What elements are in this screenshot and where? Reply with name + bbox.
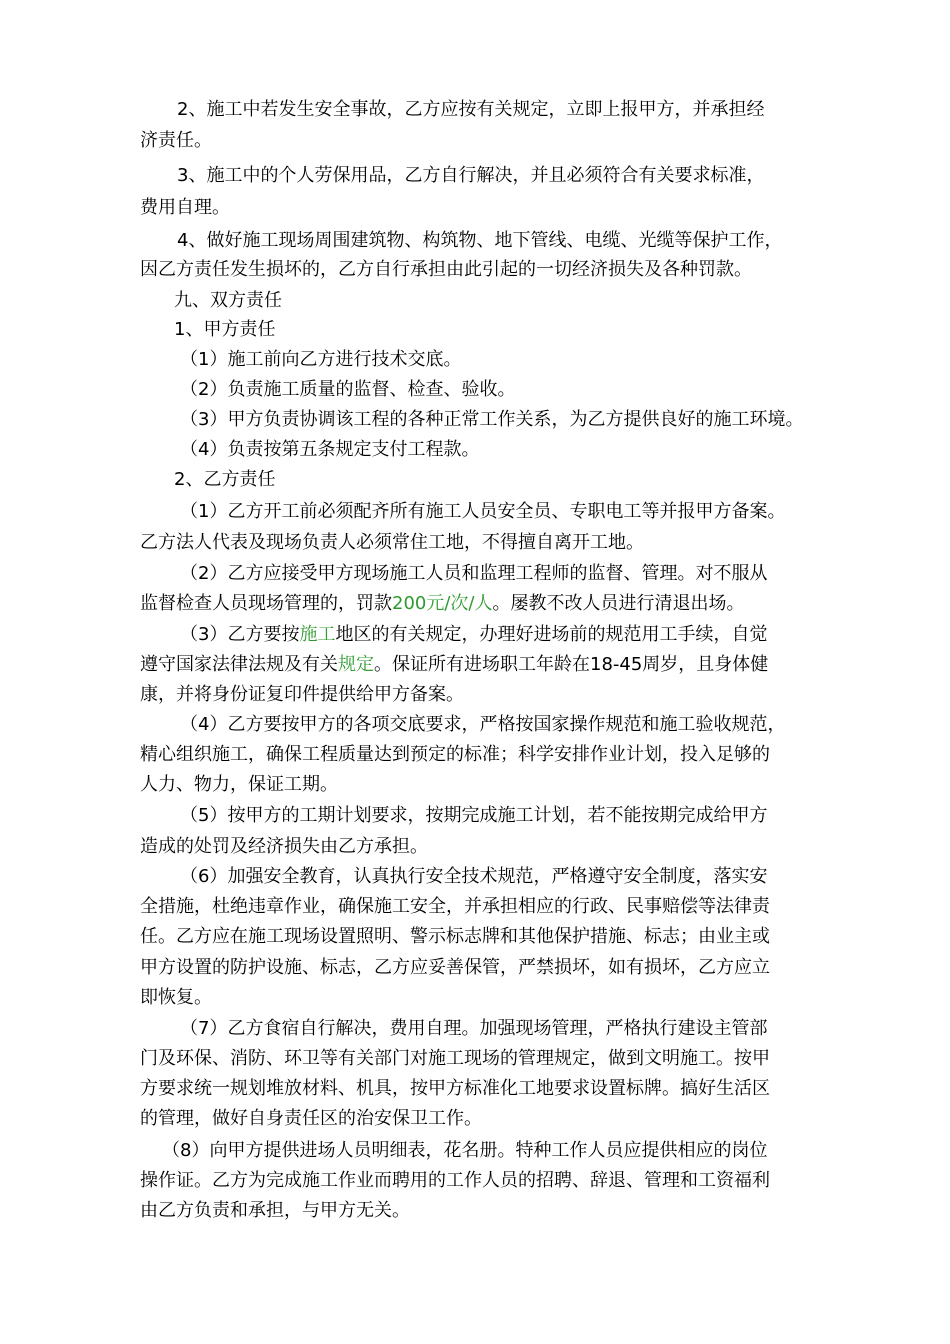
text-line: （1）乙方开工前必须配齐所有施工人员安全员、专职电工等并报甲方备案。: [180, 501, 786, 522]
text-line: （8）向甲方提供进场人员明细表，花名册。特种工作人员应提供相应的岗位: [162, 1140, 768, 1161]
subsection-heading: 1、甲方责任: [174, 319, 276, 340]
text-line: 济责任。: [140, 130, 212, 151]
text-line: （4）负责按第五条规定支付工程款。: [180, 439, 480, 460]
text-line: 方要求统一规划堆放材料、机具，按甲方标准化工地要求设置标牌。搞好生活区: [140, 1078, 770, 1099]
text-line: 因乙方责任发生损坏的，乙方自行承担由此引起的一切经济损失及各种罚款。: [140, 259, 752, 280]
text-line: （7）乙方食宿自行解决，费用自理。加强现场管理，严格执行建设主管部: [180, 1018, 768, 1039]
highlighted-term: 施工: [299, 624, 336, 645]
text-line: 造成的处罚及经济损失由乙方承担。: [140, 836, 428, 857]
text-line: （5）按甲方的工期计划要求，按期完成施工计划，若不能按期完成给甲方: [180, 805, 768, 826]
text-line: 甲方设置的防护设施、标志，乙方应妥善保管，严禁损坏，如有损坏，乙方应立: [140, 957, 770, 978]
text-segment: 。保证所有进场职工年龄在18-45周岁，且身体健: [374, 654, 769, 675]
text-segment: 监督检查人员现场管理的，罚款: [140, 593, 392, 614]
text-line: [140, 589, 745, 619]
text-line: 由乙方负责和承担，与甲方无关。: [140, 1200, 410, 1221]
text-line: 任。乙方应在施工现场设置照明、警示标志牌和其他保护措施、标志；由业主或: [140, 926, 770, 947]
text-segment: 地区的有关规定，办理好进场前的规范用工手续，自觉: [335, 624, 768, 645]
text-line: 康，并将身份证复印件提供给甲方备案。: [140, 684, 464, 705]
text-line: 精心组织施工，确保工程质量达到预定的标准；科学安排作业计划，投入足够的: [140, 744, 770, 765]
text-line: 3、施工中的个人劳保用品，乙方自行解决，并且必须符合有关要求标准，: [177, 165, 765, 186]
subsection-heading: 2、乙方责任: [174, 469, 276, 490]
penalty-amount: 200元/次/人: [392, 593, 493, 614]
text-line: [180, 620, 767, 650]
text-line: （4）乙方要按甲方的各项交底要求，严格按国家操作规范和施工验收规范，: [180, 714, 786, 735]
text-line: 操作证。乙方为完成施工作业而聘用的工作人员的招聘、辞退、管理和工资福利: [140, 1170, 770, 1191]
text-line: （6）加强安全教育，认真执行安全技术规范，严格遵守安全制度，落实安: [180, 866, 768, 887]
text-segment: 遵守国家法律法规及有关: [140, 654, 338, 675]
text-line: （3）甲方负责协调该工程的各种正常工作关系，为乙方提供良好的施工环境。: [180, 409, 804, 430]
text-line: 即恢复。: [140, 987, 212, 1008]
text-line: [140, 650, 768, 680]
highlighted-term: 规定: [338, 654, 374, 675]
text-line: 门及环保、消防、环卫等有关部门对施工现场的管理规定，做到文明施工。按甲: [140, 1048, 770, 1069]
text-line: （2）乙方应接受甲方现场施工人员和监理工程师的监督、管理。对不服从: [180, 563, 768, 584]
text-segment: 。屡教不改人员进行清退出场。: [492, 593, 745, 614]
text-line: 4、做好施工现场周围建筑物、构筑物、地下管线、电缆、光缆等保护工作，: [177, 230, 783, 251]
text-line: （1）施工前向乙方进行技术交底。: [180, 349, 462, 370]
text-segment: （3）乙方要按: [180, 624, 300, 645]
text-line: 乙方法人代表及现场负责人必须常住工地，不得擅自离开工地。: [140, 532, 644, 553]
text-line: 2、施工中若发生安全事故，乙方应按有关规定，立即上报甲方，并承担经: [177, 99, 765, 120]
text-line: 人力、物力，保证工期。: [140, 774, 338, 795]
text-line: 全措施，杜绝违章作业，确保施工安全，并承担相应的行政、民事赔偿等法律责: [140, 896, 770, 917]
text-line: （2）负责施工质量的监督、检查、验收。: [180, 379, 516, 400]
text-line: 的管理，做好自身责任区的治安保卫工作。: [140, 1108, 482, 1129]
section-heading: 九、双方责任: [174, 290, 282, 311]
text-line: 费用自理。: [140, 197, 230, 218]
